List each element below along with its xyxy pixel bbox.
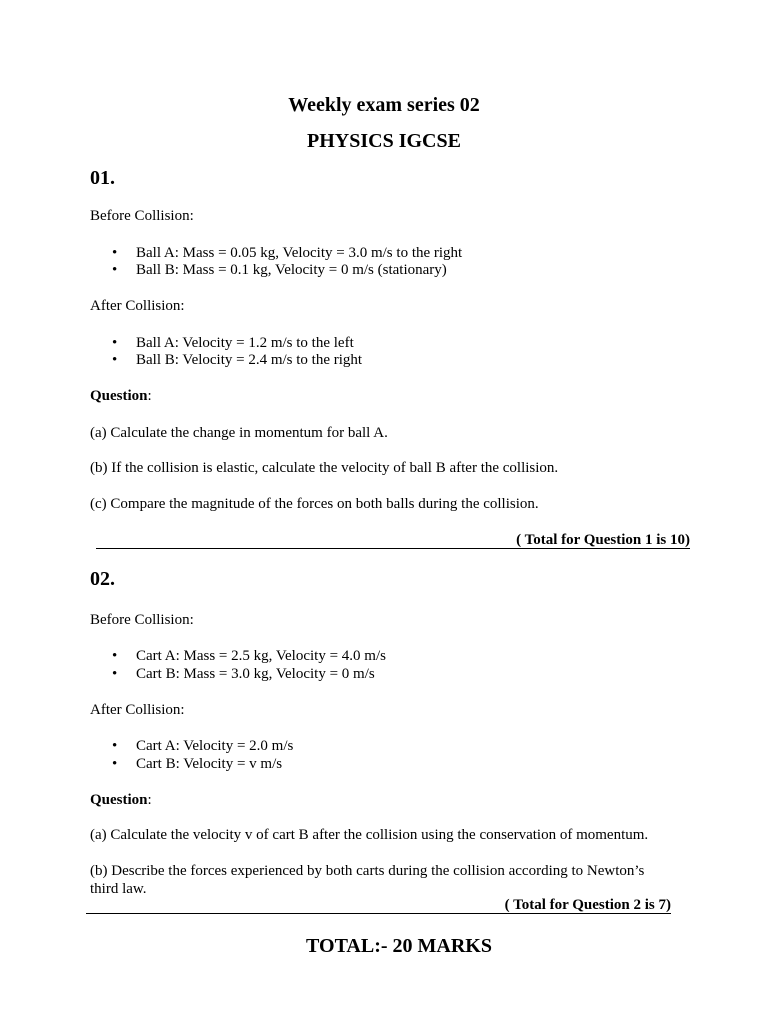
q1-part-a: (a) Calculate the change in momentum for ball A. [90,425,388,441]
list-item [112,262,447,279]
q1-part-c: (c) Compare the magnitude of the forces on both balls during the collision. [90,496,539,512]
question-label-colon: : [147,388,152,404]
list-item-text: Ball A: Mass = 0.05 kg, Velocity = 3.0 m/s to the right [136,245,463,261]
q2-after-label: After Collision: [90,702,185,718]
bullet-icon: • [112,335,118,351]
q2-part-a: (a) Calculate the velocity v of cart B after the collision using the conservation of momentum. [90,827,649,843]
bullet-icon: • [112,245,118,261]
q2-part-b-continued: third law. [90,881,147,897]
question-label-bold: Question [90,792,148,808]
q1-part-b: (b) If the collision is elastic, calculate the velocity of ball B after the collision. [90,460,559,476]
q1-total: ( Total for Question 1 is 10) [96,532,690,549]
q1-question-label [90,388,152,405]
bullet-icon: • [112,352,118,368]
q2-question-label [90,792,152,809]
list-item [112,335,354,352]
question-2-number: 02. [90,568,115,590]
list-item [112,648,386,665]
question-1-number: 01. [90,167,115,189]
question-label-colon: : [147,792,152,808]
grand-total: TOTAL:- 20 MARKS [306,935,492,957]
list-item-text: Ball A: Velocity = 1.2 m/s to the left [136,335,354,351]
question-label-bold: Question [90,388,148,404]
q2-part-b: (b) Describe the forces experienced by both carts during the collision according to Newton’s [90,863,645,879]
q2-before-label: Before Collision: [90,612,194,628]
list-item-text: Cart B: Velocity = v m/s [136,756,283,772]
bullet-icon: • [112,648,118,664]
list-item [112,352,362,369]
bullet-icon: • [112,666,118,682]
list-item-text: Cart A: Mass = 2.5 kg, Velocity = 4.0 m/s [136,648,386,664]
list-item [112,738,293,755]
list-item-text: Ball B: Velocity = 2.4 m/s to the right [136,352,363,368]
list-item [112,756,282,773]
exam-title: Weekly exam series 02 [288,94,480,116]
list-item-text: Cart A: Velocity = 2.0 m/s [136,738,294,754]
bullet-icon: • [112,738,118,754]
list-item-text: Ball B: Mass = 0.1 kg, Velocity = 0 m/s (stationary) [136,262,447,278]
bullet-icon: • [112,262,118,278]
q1-after-label: After Collision: [90,298,185,314]
list-item [112,666,375,683]
list-item-text: Cart B: Mass = 3.0 kg, Velocity = 0 m/s [136,666,375,682]
list-item [112,245,462,262]
subject-title: PHYSICS IGCSE [307,130,461,152]
q2-total: ( Total for Question 2 is 7) [86,897,671,914]
bullet-icon: • [112,756,118,772]
q1-before-label: Before Collision: [90,208,194,224]
